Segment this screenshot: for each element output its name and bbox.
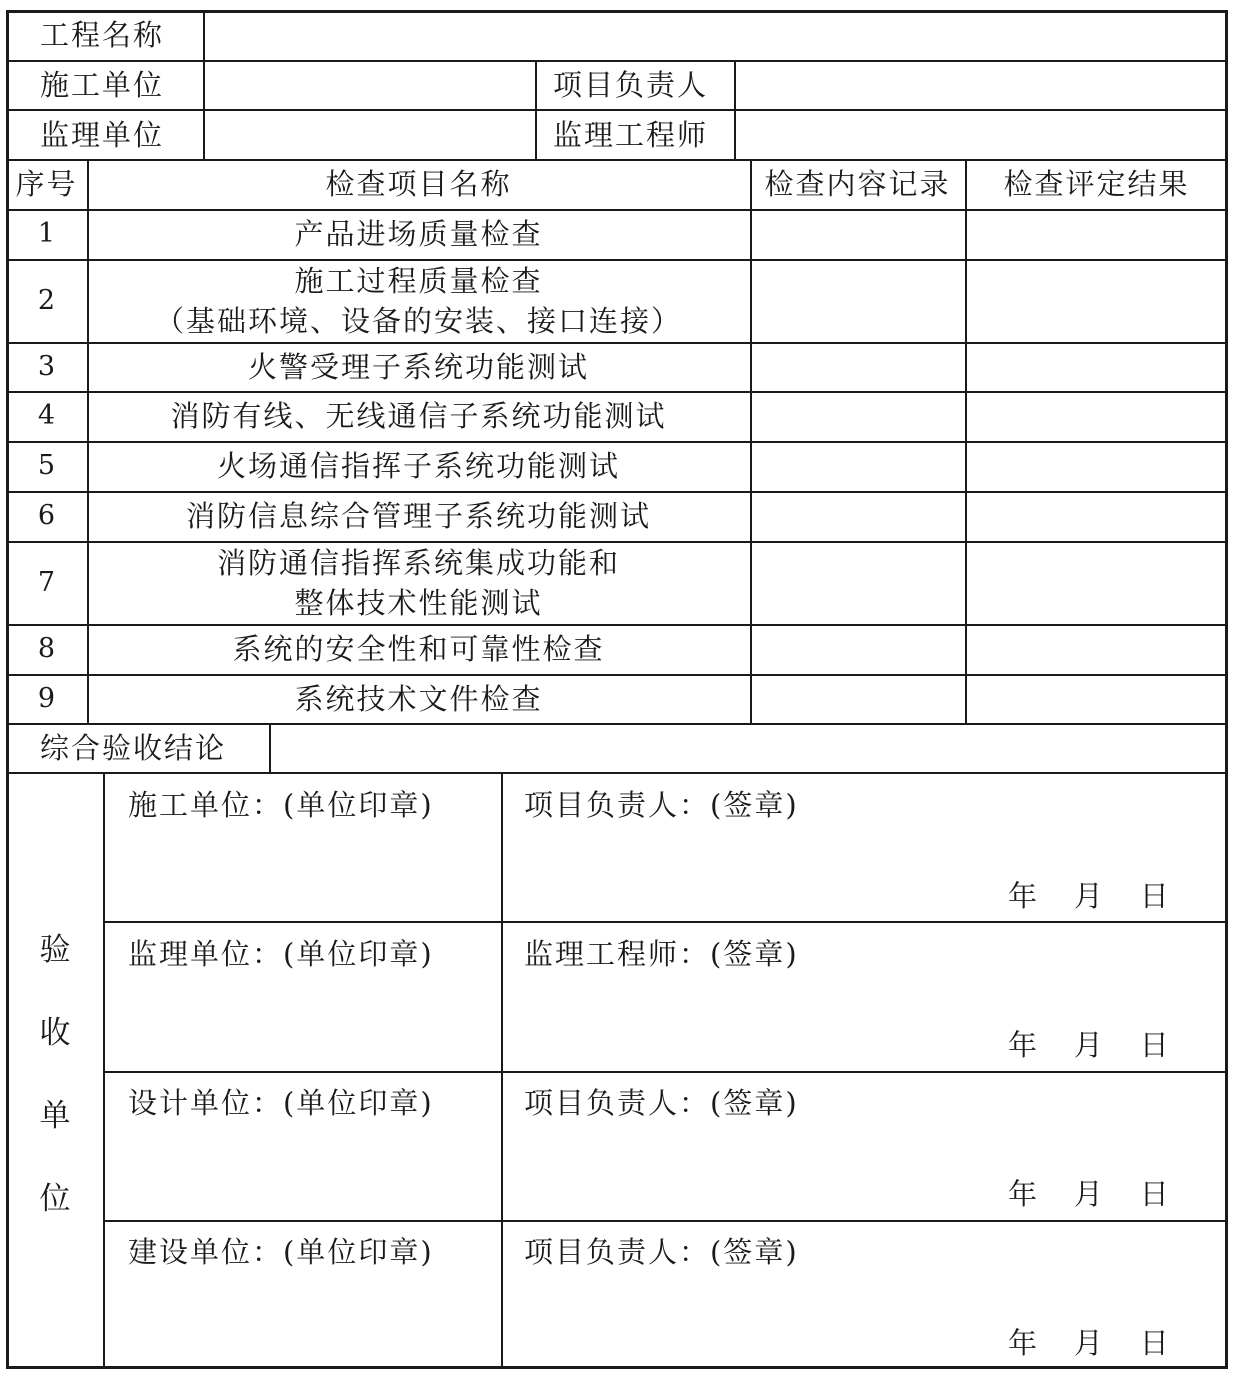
check-item-line: 消防信息综合管理子系统功能测试 — [185, 499, 651, 533]
record-cell[interactable] — [750, 541, 965, 624]
result-cell[interactable] — [965, 259, 1228, 342]
construction-unit-label: 施工单位 — [40, 68, 165, 102]
check-item-line: 火警受理子系统功能测试 — [247, 349, 589, 384]
supervision-unit-seal[interactable]: 监理单位：(单位印章) — [128, 937, 434, 971]
acceptance-units-char: 单 — [39, 1098, 71, 1134]
check-item-line: 系统的安全性和可靠性检查 — [232, 632, 605, 666]
column-header-no: 序号 — [15, 167, 78, 201]
column-divider — [535, 60, 537, 159]
column-divider — [734, 60, 736, 159]
acceptance-units-char: 验 — [39, 932, 71, 968]
result-cell[interactable] — [965, 674, 1228, 723]
supervision-engineer-label: 监理工程师 — [553, 118, 709, 152]
design-leader-signature[interactable]: 项目负责人：(签章) — [524, 1086, 799, 1120]
record-cell[interactable] — [750, 624, 965, 674]
supervision-engineer-signature[interactable]: 监理工程师：(签章) — [524, 937, 799, 971]
column-divider — [269, 723, 271, 772]
result-cell[interactable] — [965, 541, 1228, 624]
row-number: 5 — [37, 450, 56, 481]
check-item-line: 系统技术文件检查 — [294, 681, 543, 716]
result-cell[interactable] — [965, 491, 1228, 541]
record-cell[interactable] — [750, 259, 965, 342]
project-leader-signature[interactable]: 项目负责人：(签章) — [524, 788, 799, 822]
check-item-name — [87, 541, 750, 624]
column-header-record: 检查内容记录 — [764, 167, 951, 201]
row-number: 2 — [37, 284, 56, 316]
row-number: 3 — [37, 350, 56, 382]
conclusion-label: 综合验收结论 — [40, 731, 227, 765]
row-divider — [104, 1220, 1228, 1222]
project-leader-label: 项目负责人 — [553, 68, 709, 102]
owner-leader-signature[interactable]: 项目负责人：(签章) — [524, 1235, 799, 1269]
column-divider — [203, 10, 205, 159]
owner-unit-seal[interactable]: 建设单位：(单位印章) — [128, 1235, 434, 1269]
result-cell[interactable] — [965, 391, 1228, 441]
record-cell[interactable] — [750, 391, 965, 441]
check-item-name — [87, 491, 750, 541]
row-divider — [104, 1071, 1228, 1073]
check-item-line: 消防通信指挥系统集成功能和 — [216, 545, 620, 580]
row-number: 6 — [37, 500, 56, 531]
check-item-name — [87, 342, 750, 391]
row-number: 4 — [37, 400, 56, 431]
row-number: 7 — [37, 566, 56, 598]
record-cell[interactable] — [750, 342, 965, 391]
check-item-line: 产品进场质量检查 — [294, 217, 543, 251]
signature-date[interactable]: 年 月 日 — [1008, 879, 1169, 913]
result-cell[interactable] — [965, 624, 1228, 674]
check-item-name — [87, 674, 750, 723]
row-divider — [6, 109, 1228, 111]
check-item-line: 施工过程质量检查 — [294, 263, 543, 298]
record-cell[interactable] — [750, 674, 965, 723]
check-item-line: （基础环境、设备的安装、接口连接） — [154, 303, 682, 338]
row-divider — [6, 772, 1228, 774]
check-item-line: 消防有线、无线通信子系统功能测试 — [170, 399, 667, 433]
check-item-name — [87, 259, 750, 342]
column-header-result: 检查评定结果 — [1003, 167, 1190, 201]
check-item-name — [87, 624, 750, 674]
signature-date[interactable]: 年 月 日 — [1008, 1028, 1169, 1062]
result-cell[interactable] — [965, 441, 1228, 491]
row-divider — [6, 723, 1228, 725]
row-number: 8 — [37, 633, 56, 664]
project-name-label: 工程名称 — [40, 18, 165, 52]
check-item-line: 火场通信指挥子系统功能测试 — [216, 449, 620, 483]
record-cell[interactable] — [750, 491, 965, 541]
row-number: 1 — [37, 218, 56, 249]
result-cell[interactable] — [965, 209, 1228, 259]
acceptance-units-char: 位 — [39, 1181, 71, 1217]
record-cell[interactable] — [750, 441, 965, 491]
column-divider — [103, 772, 105, 1369]
record-cell[interactable] — [750, 209, 965, 259]
column-divider — [501, 772, 503, 1369]
row-divider — [104, 921, 1228, 923]
check-item-line: 整体技术性能测试 — [294, 585, 543, 620]
supervision-unit-label: 监理单位 — [40, 118, 165, 152]
result-cell[interactable] — [965, 342, 1228, 391]
construction-unit-seal[interactable]: 施工单位：(单位印章) — [128, 788, 434, 822]
row-divider — [6, 60, 1228, 62]
check-item-name — [87, 441, 750, 491]
acceptance-units-char: 收 — [39, 1015, 71, 1051]
column-header-item: 检查项目名称 — [325, 167, 512, 201]
signature-date[interactable]: 年 月 日 — [1008, 1326, 1169, 1360]
design-unit-seal[interactable]: 设计单位：(单位印章) — [128, 1086, 434, 1120]
check-item-name — [87, 391, 750, 441]
row-number: 9 — [37, 682, 56, 714]
signature-date[interactable]: 年 月 日 — [1008, 1177, 1169, 1211]
check-item-name — [87, 209, 750, 259]
